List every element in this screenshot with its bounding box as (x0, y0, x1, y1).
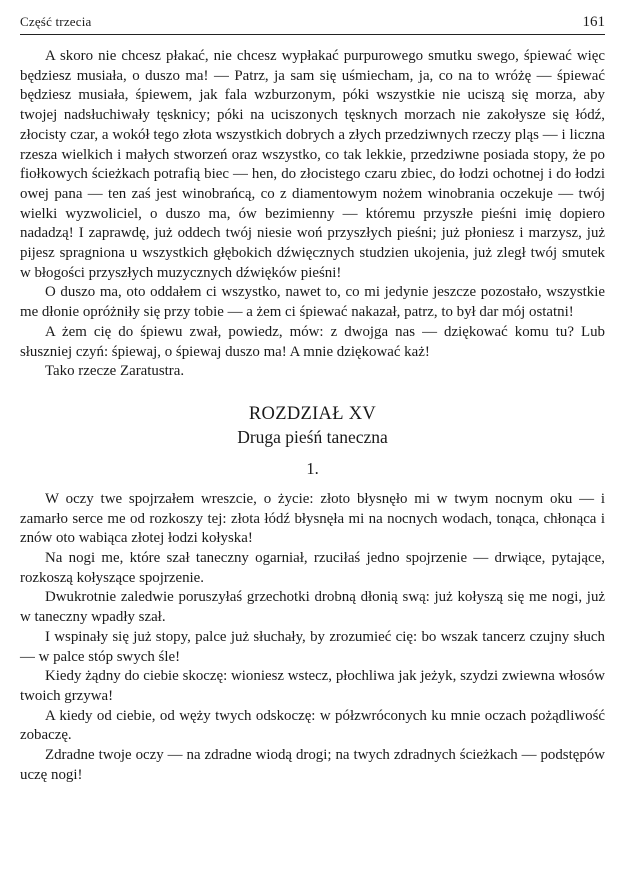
paragraph: A żem cię do śpiewu zwał, powiedz, mów: z dwojga nas — dziękować komu tu? Lub słuszniej czyń: śpiewaj, o śpiewaj duszo ma! A mnie dziękować każ! (20, 323, 605, 360)
paragraph: Dwukrotnie zaledwie poruszyłaś grzechotki drobną dłonią swą: już kołyszą się me nogi, już w taneczny wpadły szał. (20, 589, 605, 626)
running-header-part: Część trzecia (20, 14, 92, 29)
chapter-title: ROZDZIAŁ XV (248, 403, 377, 424)
paragraph: Kiedy żądny do ciebie skoczę: wioniesz wstecz, płochliwa jak jeżyk, szydzi zwiewna włosów twoich grzywa! (20, 668, 605, 704)
section-number: 1. (306, 458, 319, 478)
paragraph: Zdradne twoje oczy — na zdradne wiodą drogi; na twych zdradnych ścieżkach — podstępów uczę nogi! (20, 747, 605, 783)
paragraph: Na nogi me, które szał taneczny ogarniał, rzuciłaś jedno spojrzenie — drwiące, pytające, rozkoszą kołyszące spojrzenie. (20, 550, 605, 586)
paragraph: O duszo ma, oto oddałem ci wszystko, nawet to, co mi jedynie jeszcze pozostało, wszystkie me dłonie opróżniły się przy tobie — a żem ci śpiewać nakazał, patrz, to był dar mój ostatni! (20, 284, 605, 321)
paragraph: A kiedy od ciebie, od węży twych odskoczę: w półzwróconych ku mnie oczach pożądliwość zobaczę. (20, 707, 605, 744)
paragraph: Tako rzecze Zaratustra. (45, 363, 185, 380)
paragraph: W oczy twe spojrzałem wreszcie, o życie: złoto błysnęło mi w twym nocnym oku — i zamarło serce me od rozkoszy tej: złota łódź błysnęła mi na nocnych wodach, tonąca, chłonąca i znów oto wabiąca złotej łodzi kołyska! (20, 490, 605, 547)
chapter-heading (20, 402, 605, 480)
page-body (20, 47, 605, 786)
page-number: 161 (582, 14, 605, 30)
paragraph: A skoro nie chcesz płakać, nie chcesz wypłakać purpurowego smutku swego, śpiewać więc będziesz musiała, o duszo ma! — Patrz, ja sam się uśmiecham, ja, co na to wróżę — śpiewać będziesz musiała, śpiewem, jak fala wzburzonym, póki wszystkie nie uciszą się morza, aby twojej nadsłuchiwały tęsknicy; póki na uciszonych tęsknych morzach nie zakołysze się łódź, złocisty czar, a wokół tego złota wszystkich dobrych a złych przedziwnych rzeczy pląs — i liczna rzesza wielkich i małych stworzeń oraz wszystko, co tak lekkie, przedziwne posiada stopy, że po fiołkowych ścieżkach potrafią biec — hen, do złocistego czaru zbiec, do łodzi ochotnej i do łodzi owej pana — ten zaś jest winobrańcą, co z diamentowym nożem winobrania oczekuje — twój wielki wyzwoliciel, o duszo ma, ów bezimienny — któremu przyszłe pieśni imię dopiero nadadzą! I zaprawdę, już oddech twój niesie woń przyszłych pieśni; już płoniesz i marzysz, już pijesz spragniona u wszystkich głębokich dźwięcznych studzien ukojenia, już zległ twój smutek w błogości przyszłych muzycznych dźwięków pieśni! (20, 48, 605, 281)
chapter-subtitle: Druga pieśń taneczna (237, 426, 388, 447)
paragraph: I wspinały się już stopy, palce już słuchały, by zrozumieć cię: bo wszak tancerz czujny słuch — w palce stóp swych śle! (20, 628, 605, 665)
running-header (20, 10, 605, 35)
